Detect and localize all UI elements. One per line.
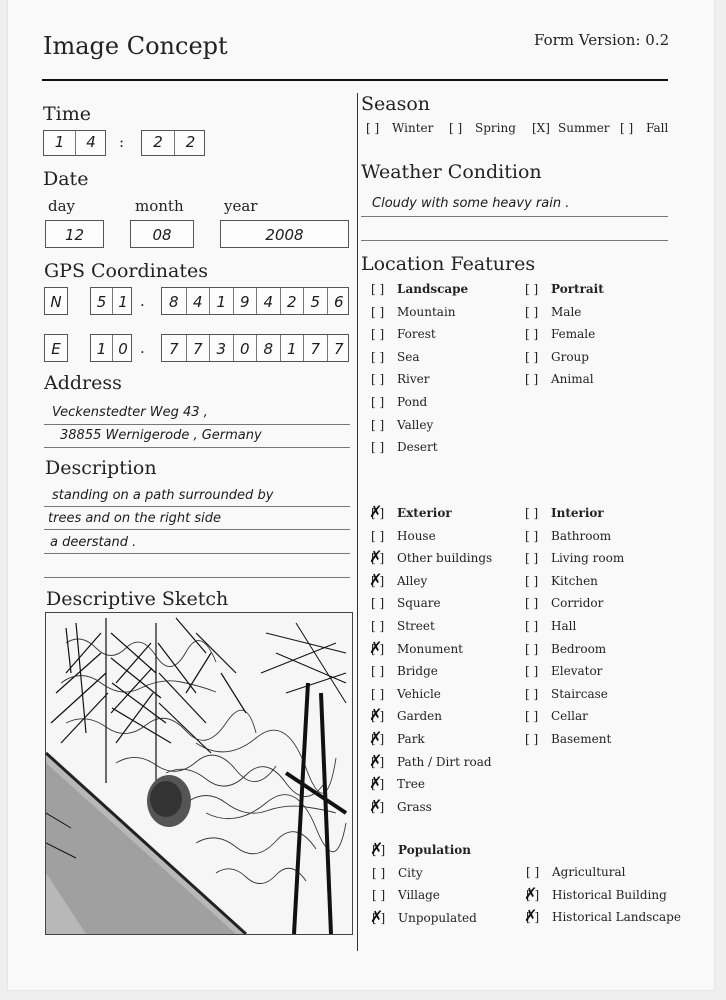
lat-digit: 5: [303, 288, 327, 314]
checkbox-checked[interactable]: [ ] ✗: [371, 755, 397, 769]
pencil-sketch-image: [46, 613, 352, 934]
lon-direction-field[interactable]: E: [44, 334, 68, 362]
feature-label: Landscape: [397, 282, 469, 296]
location-features-label: Location Features: [361, 253, 536, 275]
feature-landscape[interactable]: [371, 282, 468, 296]
lat-dot: .: [140, 292, 145, 310]
feature-garden[interactable]: [371, 709, 442, 723]
checkbox-checked[interactable]: [ ] ✗: [371, 732, 397, 746]
checkbox[interactable]: [ ]: [525, 528, 539, 543]
checkbox[interactable]: [ ]: [620, 121, 634, 135]
checkbox[interactable]: [ ]: [371, 327, 385, 342]
feature-village[interactable]: [372, 888, 440, 902]
season-fall[interactable]: [620, 121, 668, 135]
year-field[interactable]: 2008: [220, 220, 349, 248]
feature-valley[interactable]: [371, 418, 433, 432]
lat-digit: 4: [256, 288, 280, 314]
address-rule: [44, 447, 350, 448]
checkbox[interactable]: [ ]: [371, 282, 385, 296]
lat-digit: 5: [96, 293, 107, 311]
weather-label: Weather Condition: [361, 161, 542, 183]
checkbox[interactable]: [ ]: [525, 686, 539, 701]
feature-label: Exterior: [397, 506, 452, 520]
checkbox-checked[interactable]: [ ] ✗: [526, 888, 552, 902]
feature-label: Unpopulated: [398, 910, 477, 925]
feature-label: Corridor: [551, 596, 604, 611]
checkbox[interactable]: [ ]: [371, 372, 385, 387]
feature-label: Animal: [551, 372, 594, 387]
feature-label: Portrait: [551, 282, 604, 296]
checkbox-checked[interactable]: [ ] ✗: [371, 551, 397, 565]
feature-label: Forest: [397, 327, 436, 342]
sketch-area: [45, 612, 353, 935]
feature-label: House: [397, 528, 436, 543]
checkbox[interactable]: [ ]: [371, 619, 385, 633]
feature-population[interactable]: [372, 843, 471, 857]
feature-label: Path / Dirt road: [397, 754, 492, 769]
lon-digit: 1: [280, 335, 304, 361]
feature-agricultural[interactable]: [526, 865, 626, 879]
day-label: day: [48, 197, 76, 215]
feature-elevator[interactable]: [525, 664, 602, 678]
checkbox[interactable]: [ ]: [525, 732, 539, 746]
description-line-2: trees and on the right side: [48, 511, 222, 526]
checkbox[interactable]: [ ]: [371, 440, 385, 455]
day-field[interactable]: 12: [45, 220, 104, 248]
season-summer[interactable]: [532, 121, 610, 135]
checkbox[interactable]: [ ]: [525, 664, 539, 679]
feature-city[interactable]: [372, 866, 423, 880]
checkbox[interactable]: [ ]: [525, 619, 539, 633]
lat-digit: 9: [233, 288, 257, 314]
season-winter[interactable]: [366, 121, 433, 135]
feature-other-buildings[interactable]: [371, 551, 492, 565]
feature-label: Historical Landscape: [552, 910, 681, 924]
feature-bathroom[interactable]: [525, 529, 611, 543]
checkbox[interactable]: [ ]: [371, 664, 385, 679]
sketch-label: Descriptive Sketch: [46, 588, 229, 610]
feature-label: Square: [397, 596, 441, 611]
feature-label: Agricultural: [552, 865, 626, 879]
feature-portrait[interactable]: [525, 282, 604, 296]
checkbox-checked[interactable]: [ ] ✗: [372, 911, 398, 925]
checkbox[interactable]: [ ]: [525, 573, 539, 588]
feature-label: Park: [397, 732, 425, 746]
season-summer-label: Summer: [558, 121, 610, 135]
feature-label: Group: [551, 349, 589, 364]
feature-label: Monument: [397, 641, 463, 656]
time-label: Time: [43, 103, 92, 125]
feature-bedroom[interactable]: [525, 642, 606, 656]
feature-label: Village: [398, 888, 440, 902]
feature-river[interactable]: [371, 372, 430, 386]
feature-label: Street: [397, 619, 435, 633]
time-separator: :: [119, 133, 125, 151]
feature-house[interactable]: [371, 529, 436, 543]
feature-grass[interactable]: [371, 800, 432, 814]
feature-label: Vehicle: [397, 686, 441, 701]
feature-label: Other buildings: [397, 551, 493, 566]
description-rule: [44, 553, 350, 554]
time-minutes-box[interactable]: [141, 130, 205, 156]
checkbox-checked[interactable]: [ ] ✗: [371, 800, 397, 814]
feature-label: Pond: [397, 395, 428, 409]
checkbox[interactable]: [ ]: [525, 641, 539, 656]
lon-digit: 7: [327, 335, 351, 361]
month-label: month: [135, 197, 184, 215]
checkbox[interactable]: [ ]: [525, 327, 539, 342]
feature-male[interactable]: [525, 305, 581, 319]
lat-decimals-field[interactable]: [161, 287, 349, 315]
feature-path-dirt-road[interactable]: [371, 755, 492, 769]
time-hour-digit: 4: [75, 131, 106, 155]
year-label: year: [224, 197, 258, 215]
description-label: Description: [45, 457, 157, 479]
address-rule: [44, 424, 350, 425]
lon-digit: 7: [303, 335, 327, 361]
feature-bridge[interactable]: [371, 664, 438, 678]
feature-street[interactable]: [371, 619, 435, 633]
feature-label: Bathroom: [551, 528, 612, 543]
checkbox[interactable]: [ ]: [525, 709, 539, 724]
feature-label: Valley: [397, 417, 434, 432]
feature-label: Population: [398, 843, 471, 857]
feature-interior[interactable]: [525, 506, 604, 520]
address-line-2: 38855 Wernigerode , Germany: [60, 428, 262, 443]
form-version: Form Version: 0.2: [534, 31, 670, 49]
checkbox[interactable]: [ ]: [371, 304, 385, 319]
feature-label: Hall: [551, 619, 577, 633]
weather-value[interactable]: Cloudy with some heavy rain .: [372, 196, 570, 211]
lat-direction-field[interactable]: N: [44, 287, 68, 315]
lat-digit: 1: [112, 288, 133, 314]
feature-label: City: [398, 865, 423, 880]
feature-tree[interactable]: [371, 777, 425, 791]
feature-label: Staircase: [551, 686, 608, 701]
feature-label: Alley: [397, 573, 428, 588]
feature-kitchen[interactable]: [525, 574, 598, 588]
gps-label: GPS Coordinates: [44, 260, 208, 282]
feature-label: Sea: [397, 349, 420, 364]
feature-label: Elevator: [551, 664, 603, 679]
feature-female[interactable]: [525, 327, 595, 341]
checkbox[interactable]: [ ]: [371, 395, 385, 409]
feature-label: Kitchen: [551, 573, 598, 588]
feature-label: Male: [551, 304, 582, 319]
feature-desert[interactable]: [371, 440, 438, 454]
month-field[interactable]: 08: [130, 220, 194, 248]
feature-animal[interactable]: [525, 372, 594, 386]
lon-digit: 1: [96, 340, 107, 358]
checkbox[interactable]: [ ]: [449, 121, 463, 135]
lat-digit: 6: [327, 288, 351, 314]
header-rule: [42, 79, 668, 81]
description-rule: [44, 577, 350, 578]
checkbox[interactable]: [ ]: [372, 865, 386, 880]
checkbox[interactable]: [ ]: [525, 372, 539, 387]
lat-digit: 4: [186, 288, 210, 314]
lon-digit: 3: [209, 335, 233, 361]
feature-pond[interactable]: [371, 395, 427, 409]
season-fall-label: Fall: [646, 121, 669, 135]
checkbox-checked[interactable]: [ ] ✗: [371, 642, 397, 656]
lon-digit: 8: [256, 335, 280, 361]
feature-monument[interactable]: [371, 642, 463, 656]
feature-label: Desert: [397, 440, 438, 455]
lon-decimals-field[interactable]: [161, 334, 349, 362]
feature-label: Female: [551, 327, 596, 342]
checkbox[interactable]: [ ]: [525, 349, 539, 364]
feature-label: Mountain: [397, 304, 456, 319]
checkbox[interactable]: [ ]: [525, 304, 539, 319]
feature-basement[interactable]: [525, 732, 611, 746]
lon-dot: .: [140, 339, 145, 357]
feature-label: Bedroom: [551, 641, 607, 656]
feature-label: Interior: [551, 506, 604, 520]
feature-sea[interactable]: [371, 350, 419, 364]
lat-digit: 2: [280, 288, 304, 314]
season-winter-label: Winter: [392, 121, 434, 135]
feature-hall[interactable]: [525, 619, 576, 633]
lat-digit: 8: [168, 293, 179, 311]
feature-park[interactable]: [371, 732, 425, 746]
checkbox-checked[interactable]: [ ] ✗: [371, 574, 397, 588]
checkbox[interactable]: [ ]: [371, 417, 385, 432]
feature-historical-building[interactable]: [526, 888, 667, 902]
weather-rule: [361, 216, 668, 217]
form-title: Image Concept: [43, 32, 228, 60]
checkbox[interactable]: [ ]: [525, 596, 539, 611]
lat-digit: 1: [209, 288, 233, 314]
checkbox[interactable]: [ ]: [371, 349, 385, 364]
checkbox-checked[interactable]: [ ] ✗: [371, 506, 397, 520]
feature-unpopulated[interactable]: [372, 911, 477, 925]
season-spring-label: Spring: [475, 121, 516, 135]
description-line-3: a deerstand .: [50, 535, 137, 550]
feature-cellar[interactable]: [525, 709, 588, 723]
checkbox[interactable]: [ ]: [371, 528, 385, 543]
time-minute-digit: 2: [153, 133, 163, 151]
feature-exterior[interactable]: [371, 506, 452, 520]
lon-digit: 0: [112, 335, 133, 361]
feature-label: Historical Building: [552, 887, 667, 902]
checkbox-checked[interactable]: [ ] ✗: [371, 777, 397, 791]
feature-group[interactable]: [525, 350, 589, 364]
lat-degrees-field[interactable]: [90, 287, 132, 315]
season-spring[interactable]: [449, 121, 516, 135]
checkbox[interactable]: [ ]: [371, 596, 385, 611]
feature-mountain[interactable]: [371, 305, 456, 319]
feature-historical-landscape[interactable]: [526, 910, 681, 924]
checkbox[interactable]: [ ]: [525, 282, 539, 296]
weather-rule: [361, 240, 668, 241]
feature-living-room[interactable]: [525, 551, 624, 565]
feature-label: Bridge: [397, 664, 438, 679]
checkbox-checked[interactable]: [ ] ✗: [526, 910, 552, 924]
description-line-1: standing on a path surrounded by: [52, 488, 274, 503]
lon-digit: 0: [233, 335, 257, 361]
time-minute-digit: 2: [174, 131, 206, 155]
checkbox-checked[interactable]: [ ] ✗: [371, 709, 397, 723]
feature-square[interactable]: [371, 596, 441, 610]
checkbox-checked[interactable]: [ ] ✗: [372, 843, 398, 857]
description-rule: [44, 529, 350, 530]
feature-label: Cellar: [551, 709, 588, 724]
address-label: Address: [44, 372, 122, 394]
feature-label: Garden: [397, 709, 442, 724]
feature-corridor[interactable]: [525, 596, 603, 610]
feature-label: Tree: [397, 777, 425, 792]
column-divider: [357, 93, 358, 951]
description-rule: [44, 506, 350, 507]
checkbox[interactable]: [ ]: [372, 888, 386, 902]
address-line-1: Veckenstedter Weg 43 ,: [52, 405, 208, 420]
lon-digit: 7: [186, 335, 210, 361]
feature-label: Living room: [551, 551, 625, 566]
checkbox[interactable]: [ ]: [525, 506, 539, 520]
feature-alley[interactable]: [371, 574, 427, 588]
checkbox-checked[interactable]: [X]: [532, 121, 550, 135]
time-hours-box[interactable]: [43, 130, 106, 156]
date-label: Date: [43, 168, 89, 190]
feature-label: Grass: [397, 799, 432, 814]
feature-vehicle[interactable]: [371, 687, 441, 701]
checkbox[interactable]: [ ]: [366, 121, 380, 135]
feature-staircase[interactable]: [525, 687, 608, 701]
feature-label: Basement: [551, 732, 612, 746]
lon-digit: 7: [168, 340, 179, 358]
season-label: Season: [361, 93, 431, 115]
checkbox[interactable]: [ ]: [526, 865, 540, 879]
checkbox[interactable]: [ ]: [371, 686, 385, 701]
time-hour-digit: 1: [54, 133, 65, 151]
checkbox[interactable]: [ ]: [525, 551, 539, 566]
feature-forest[interactable]: [371, 327, 436, 341]
lon-degrees-field[interactable]: [90, 334, 132, 362]
feature-label: River: [397, 372, 430, 387]
